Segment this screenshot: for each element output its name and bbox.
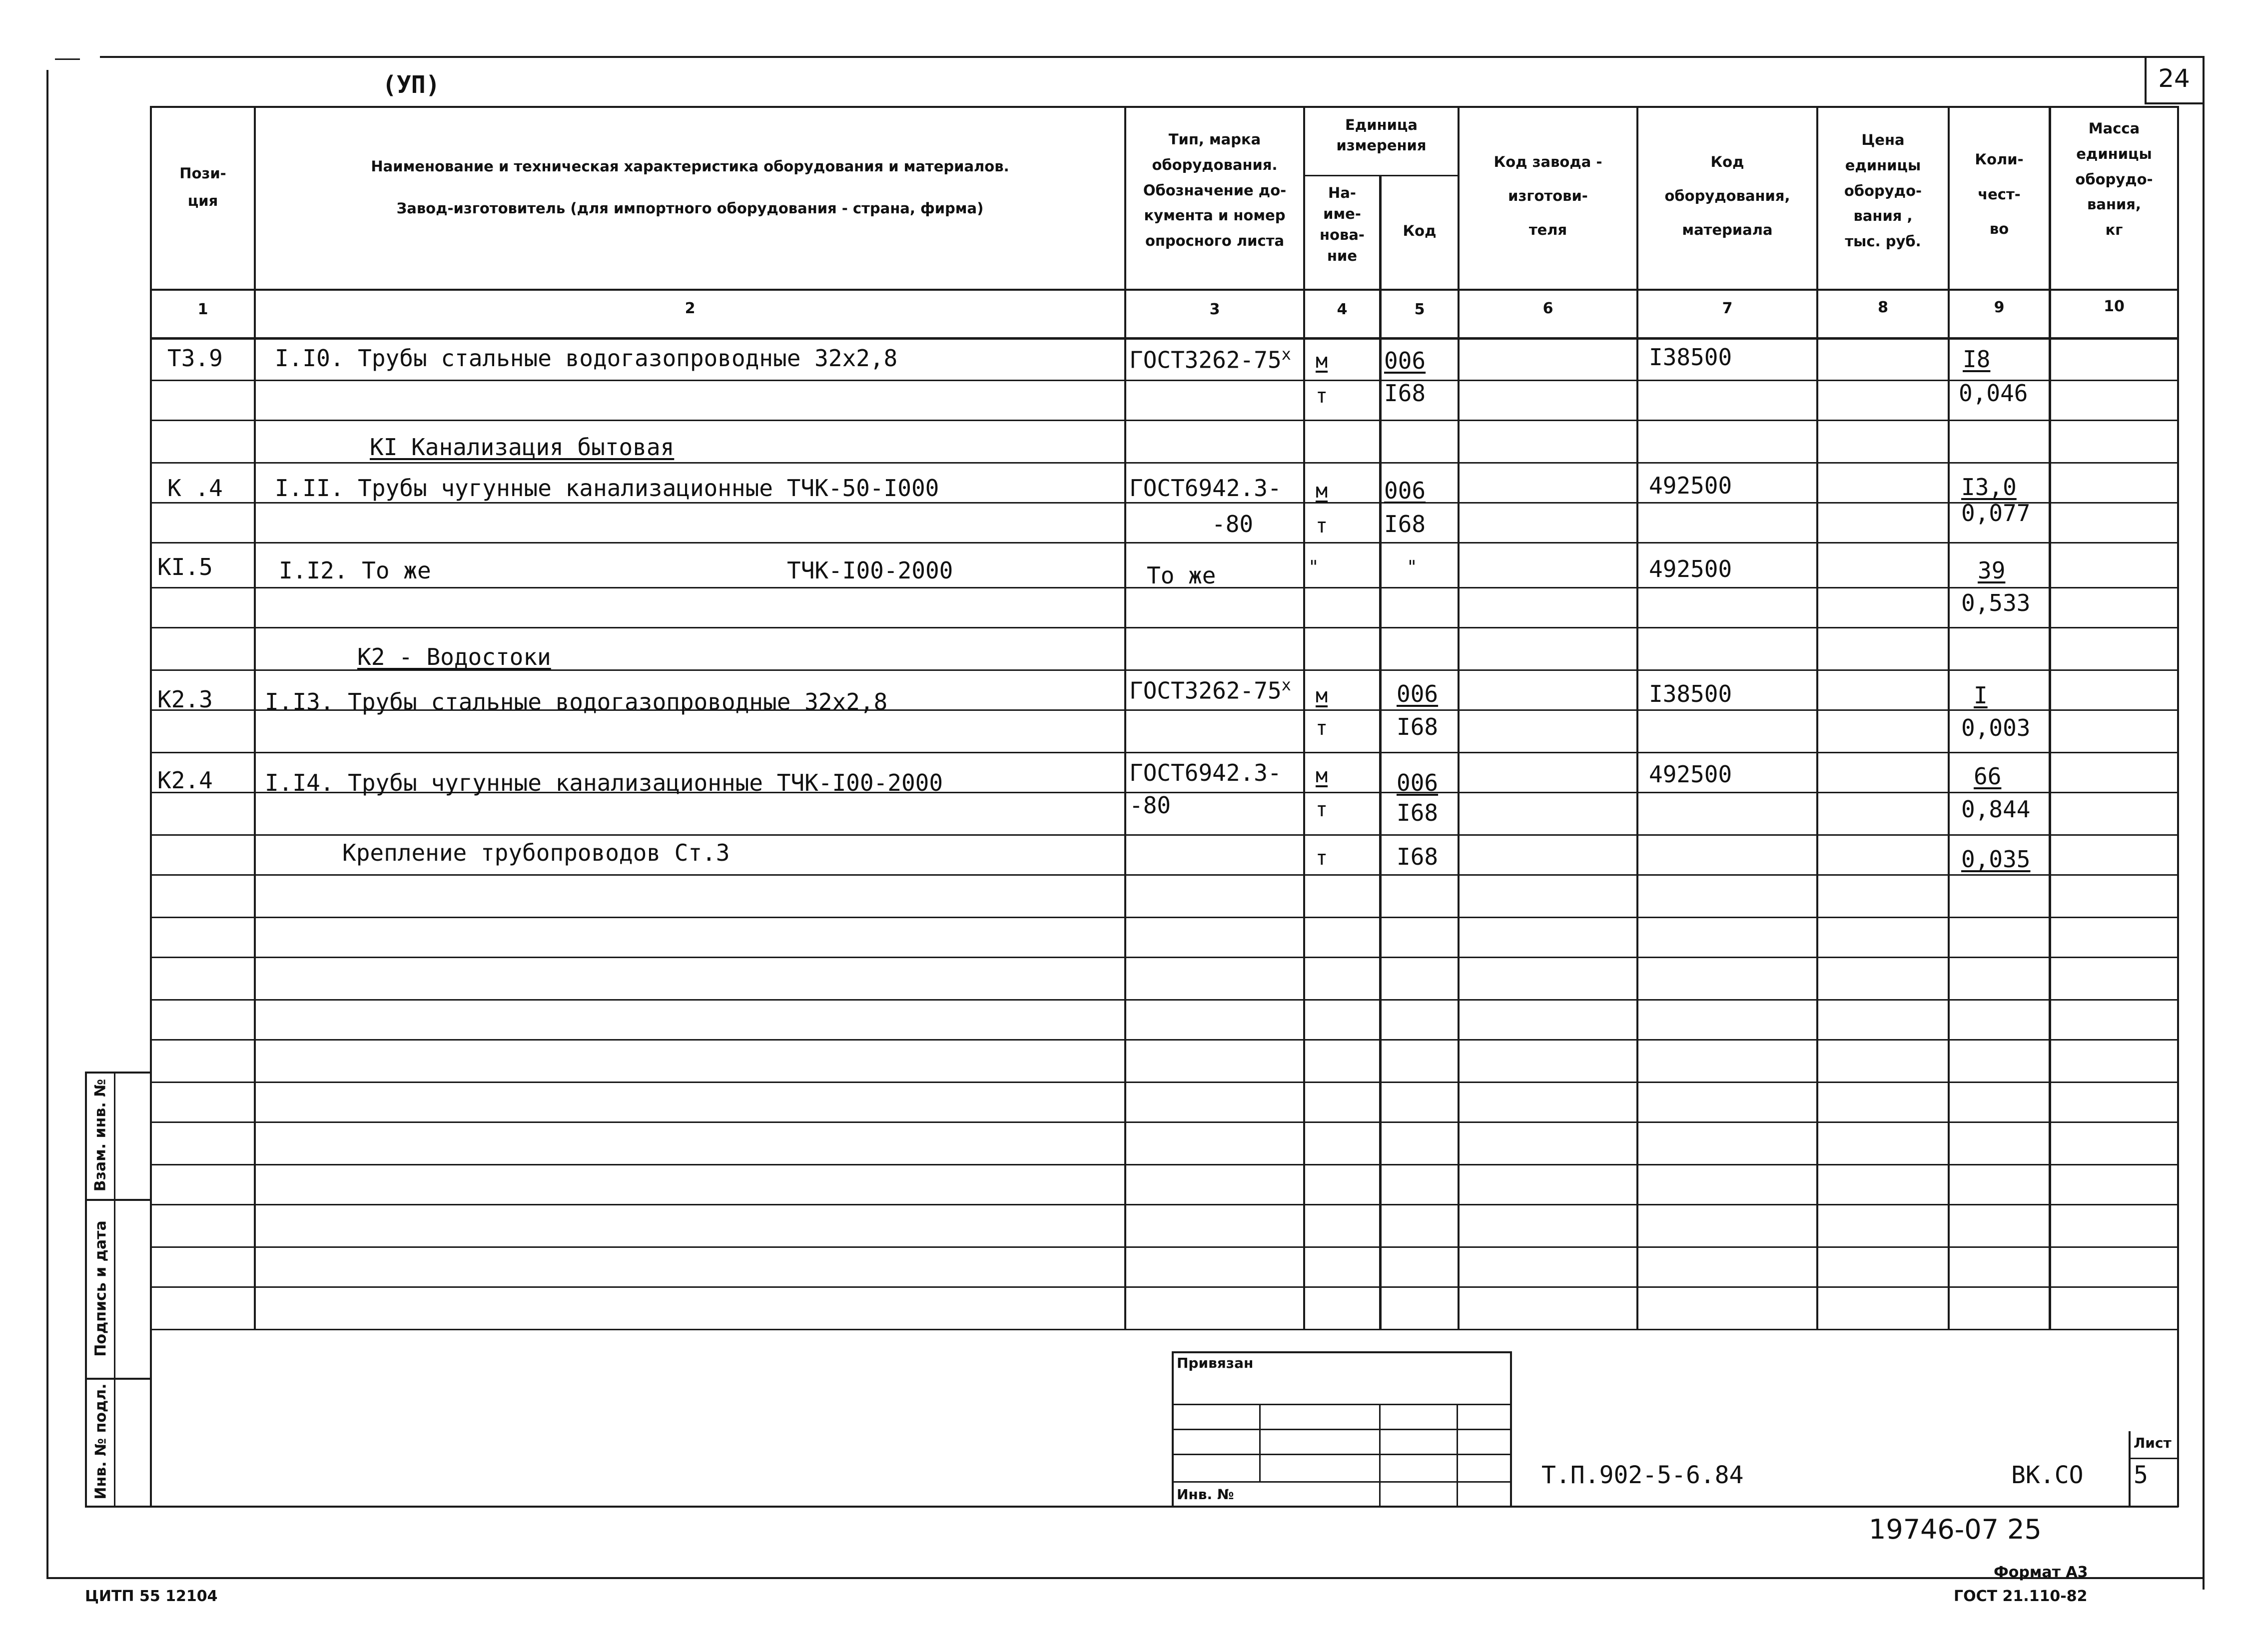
sheet-mark: (УП) <box>382 71 440 99</box>
row2-mass: 0,077 <box>1961 500 2031 527</box>
row4-material-code: I38500 <box>1649 680 1732 707</box>
colnum-3: 3 <box>1209 301 1220 318</box>
row5-doc: ГОСТ6942.3- <box>1129 759 1282 786</box>
header-unit-code: Код <box>1403 222 1437 239</box>
row1-position: Т3.9 <box>167 345 223 372</box>
row2-name: I.II. Трубы чугунные канализационные ТЧК-50-I000 <box>275 475 939 502</box>
row1-mass: 0,046 <box>1959 380 2028 407</box>
row4-position: К2.3 <box>157 686 213 713</box>
handwritten-number: 19746-07 25 <box>1869 1514 2042 1545</box>
row5-code1: 006 <box>1397 769 1439 796</box>
row5-qty: 66 <box>1974 763 2002 790</box>
section-k1: КI Канализация бытовая <box>370 434 675 461</box>
row2-unit2: т <box>1316 515 1328 538</box>
row3-doc: То же <box>1147 562 1216 589</box>
header-type: Тип, марка оборудования. Обозначение до- кумента и номер опросного листа <box>1143 131 1287 249</box>
colnum-4: 4 <box>1337 301 1348 318</box>
row1-unit1: м <box>1316 350 1328 373</box>
colnum-7: 7 <box>1722 300 1733 317</box>
row3-mass: 0,533 <box>1961 589 2031 616</box>
header-unit-name: На- име- нова- ние <box>1320 184 1365 265</box>
row3-name: I.I2. То же <box>279 557 431 584</box>
row5-unit1: м <box>1316 764 1328 787</box>
colnum-6: 6 <box>1542 300 1553 317</box>
header-name: Наименование и техническая характеристика оборудования и материалов. <box>371 158 1009 175</box>
doc-code: ВК.СО <box>2011 1461 2084 1489</box>
colnum-2: 2 <box>685 300 696 317</box>
row3-qty: 39 <box>1978 557 2006 584</box>
format-label: Формат А3 <box>1994 1564 2088 1581</box>
row6-code: I68 <box>1397 843 1439 870</box>
row2-doc-year: -80 <box>1212 511 1254 538</box>
row6-unit: т <box>1316 847 1328 870</box>
printer-code: ЦИТП 55 12104 <box>85 1588 218 1605</box>
frame-bottom <box>46 1577 2205 1579</box>
row4-code2: I68 <box>1397 713 1439 740</box>
colnum-5: 5 <box>1414 301 1425 318</box>
sheet-no: 5 <box>2134 1461 2148 1489</box>
colnum-10: 10 <box>2104 298 2125 315</box>
row3-type: ТЧК-I00-2000 <box>787 557 953 584</box>
section-k2: К2 - Водостоки <box>357 643 551 670</box>
row5-code2: I68 <box>1397 799 1439 826</box>
row1-unit2: т <box>1316 385 1328 408</box>
row6-mass: 0,035 <box>1961 846 2031 873</box>
inv-label: Инв. № <box>1177 1486 1234 1503</box>
row1-doc: $ГОСТ3262-75^х$ <box>1129 345 1291 374</box>
header-position: Пози- ция <box>179 165 226 210</box>
row2-position: К .4 <box>167 475 223 502</box>
row3-unit1: " <box>1308 557 1319 577</box>
row4-mass: 0,003 <box>1961 714 2031 741</box>
row2-unit1: м <box>1316 480 1328 503</box>
row4-unit1: м <box>1316 684 1328 707</box>
row2-material-code: 492500 <box>1649 472 1732 499</box>
row4-qty: I <box>1974 682 1988 709</box>
header-mass: Масса единицы оборудо- вания, кг <box>2075 120 2153 238</box>
frame-top <box>100 56 2204 58</box>
header-manufacturer: Завод-изготовитель (для импортного оборудования - страна, фирма) <box>396 200 984 217</box>
designation: Т.П.902-5-6.84 <box>1541 1461 1744 1489</box>
row6-name: Крепление трубопроводов Ст.3 <box>342 839 730 866</box>
stamp-vzam: Взам. инв. № <box>91 1079 109 1192</box>
row5-unit2: т <box>1316 798 1328 821</box>
row1-material-code: I38500 <box>1649 344 1732 371</box>
stamp-podpis: Подпись и дата <box>92 1220 110 1357</box>
colnum-9: 9 <box>1994 299 2005 316</box>
row4-name: I.I3. Трубы стальные водогазопроводные 32х2,8 <box>265 688 888 715</box>
row5-material-code: 492500 <box>1649 761 1732 788</box>
row2-code1: 006 <box>1384 477 1426 504</box>
bound-label: Привязан <box>1177 1355 1254 1371</box>
row2-qty: I3,0 <box>1961 474 2017 501</box>
stamp-inv-podl: Инв. № подл. <box>92 1383 110 1500</box>
header-material-code: Код оборудования, материала <box>1664 153 1790 239</box>
colnum-8: 8 <box>1878 299 1888 316</box>
header-factory-code: Код завода - изготови- теля <box>1494 153 1602 239</box>
row4-code1: 006 <box>1397 680 1439 707</box>
page-number: 24 <box>2158 64 2190 93</box>
header-price: Цена единицы оборудо- вания , тыс. руб. <box>1844 131 1922 250</box>
row1-code2: I68 <box>1384 380 1426 407</box>
header-quantity: Коли- чест- во <box>1975 151 2024 238</box>
gost-label: ГОСТ 21.110-82 <box>1954 1588 2088 1605</box>
frame-right <box>2203 56 2205 1590</box>
row3-code1: " <box>1407 557 1418 577</box>
row3-material-code: 492500 <box>1649 555 1732 582</box>
sheet-label: Лист <box>2134 1435 2172 1451</box>
colnum-1: 1 <box>197 301 208 318</box>
row4-doc: $ГОСТ3262-75^х$ <box>1129 675 1291 704</box>
frame-top-left-dash <box>55 58 80 60</box>
row3-position: КI.5 <box>157 553 213 580</box>
row5-position: К2.4 <box>157 767 213 794</box>
row1-qty: I8 <box>1963 346 1991 373</box>
row5-name: I.I4. Трубы чугунные канализационные ТЧК-I00-2000 <box>265 769 943 796</box>
row2-code2: I68 <box>1384 511 1426 538</box>
row4-unit2: т <box>1316 717 1328 740</box>
row5-mass: 0,844 <box>1961 796 2031 823</box>
row1-name: I.I0. Трубы стальные водогазопроводные 32х2,8 <box>275 345 898 372</box>
row5-doc-year: -80 <box>1129 792 1171 819</box>
row1-code1: 006 <box>1384 347 1426 374</box>
row2-doc: ГОСТ6942.3- <box>1129 475 1282 502</box>
frame-left <box>46 70 48 1579</box>
header-unit: Единица измерения <box>1336 116 1427 154</box>
